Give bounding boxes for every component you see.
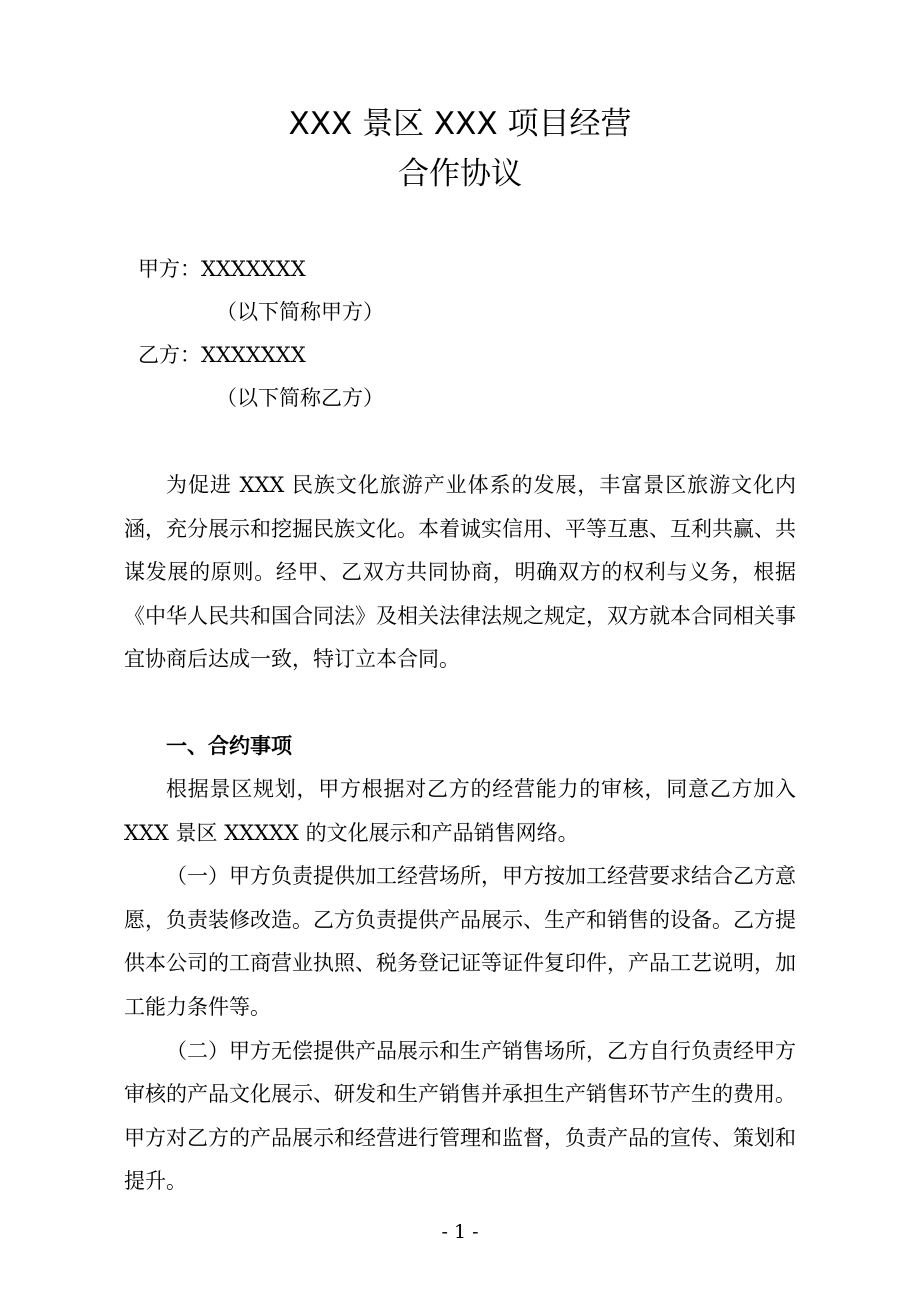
page-number: - 1 - — [441, 1221, 479, 1243]
preamble-block — [124, 464, 796, 682]
clause-2-paragraph: （二）甲方无偿提供产品展示和生产销售场所，乙方自行负责经甲方审核的产品文化展示、研发和生产销售并承担生产销售环节产生的费用。甲方对乙方的产品展示和经营进行管理和监督，负责产品的宣传、策划和提升。 — [124, 1038, 796, 1194]
party-a: 甲方：XXXXXXX — [138, 257, 306, 281]
preamble-paragraph: 为促进 XXX 民族文化旅游产业体系的发展，丰富景区旅游文化内涵，充分展示和挖掘民族文化。本着诚实信用、平等互惠、互利共赢、共谋发展的原则。经甲、乙双方共同协商，明确双方的权利与义务，根据《中华人民共和国合同法》及相关法律法规之规定，双方就本合同相关事宜协商后达成一致，特订立本合同。 — [124, 473, 796, 672]
party-a-note: （以下简称甲方） — [216, 300, 384, 324]
section1-body — [124, 768, 796, 1204]
party-b: 乙方：XXXXXXX — [138, 343, 306, 367]
document-subtitle: 合作协议 — [398, 156, 522, 192]
party-b-note: （以下简称乙方） — [216, 386, 384, 410]
section1-intro-paragraph: 根据景区规划，甲方根据对乙方的经营能力的审核，同意乙方加入 XXX 景区 XXXXX 的文化展示和产品销售网络。 — [124, 777, 796, 845]
section-heading: 一、合约事项 — [166, 734, 292, 758]
document-title: XXX 景区 XXX 项目经营 — [288, 106, 632, 142]
clause-1-paragraph: （一）甲方负责提供加工经营场所，甲方按加工经营要求结合乙方意愿，负责装修改造。乙方负责提供产品展示、生产和销售的设备。乙方提供本公司的工商营业执照、税务登记证等证件复印件，产品工艺说明，加工能力条件等。 — [124, 864, 796, 1019]
